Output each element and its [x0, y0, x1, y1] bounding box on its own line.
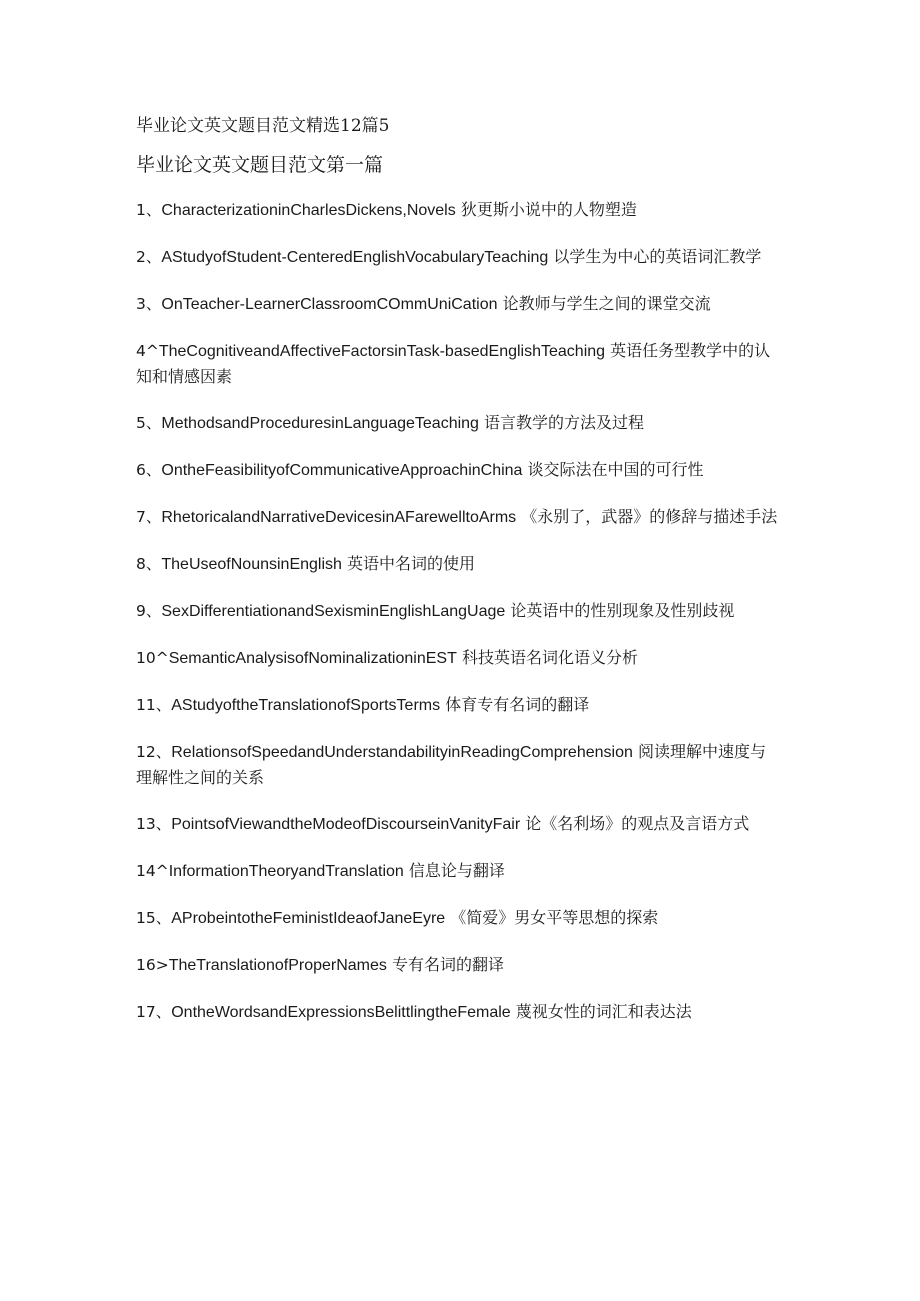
list-item — [136, 692, 778, 718]
entry-english-title: OntheFeasibilityofCommunicativeApproachinChina — [161, 462, 523, 479]
entry-number: 4^ — [136, 342, 159, 360]
list-item — [136, 338, 778, 389]
entry-english-title: PointsofViewandtheModeofDiscourseinVanityFair — [171, 816, 521, 833]
entry-chinese-title: 以学生为中心的英语词汇教学 — [553, 247, 762, 266]
entry-english-title: TheCognitiveandAffectiveFactorsinTask-basedEnglishTeaching — [158, 343, 606, 360]
entry-chinese-title: 谈交际法在中国的可行性 — [527, 460, 704, 479]
entry-chinese-title: 论《名利场》的观点及言语方式 — [525, 814, 750, 833]
entry-number: 8、 — [136, 555, 162, 573]
thesis-title-list — [136, 197, 778, 1025]
entry-number: 9、 — [136, 602, 162, 620]
list-item — [136, 598, 778, 624]
list-item — [136, 244, 778, 270]
entry-number: 1、 — [136, 201, 162, 219]
entry-english-title: SemanticAnalysisofNominalizationinEST — [168, 650, 457, 667]
entry-english-title: InformationTheoryandTranslation — [168, 863, 404, 880]
entry-chinese-title: 英语中名词的使用 — [347, 554, 476, 573]
entry-english-title: RelationsofSpeedandUnderstandabilityinReadingComprehension — [171, 744, 633, 761]
entry-chinese-title: 《简爱》男女平等思想的探索 — [450, 908, 659, 927]
entry-english-title: AStudyoftheTranslationofSportsTerms — [171, 697, 441, 714]
entry-chinese-title: 蔑视女性的词汇和表达法 — [515, 1002, 692, 1021]
section-title: 毕业论文英文题目范文第一篇 — [136, 154, 384, 176]
entry-english-title: OnTeacher-LearnerClassroomCOmmUniCation — [161, 296, 498, 313]
entry-chinese-title: 体育专有名词的翻译 — [445, 695, 590, 714]
entry-number: 12、 — [136, 743, 172, 761]
entry-chinese-title: 专有名词的翻译 — [391, 955, 504, 974]
entry-number: 7、 — [136, 508, 162, 526]
entry-chinese-title: 论英语中的性别现象及性别歧视 — [510, 601, 735, 620]
entry-english-title: CharacterizationinCharlesDickens,Novels — [161, 202, 456, 219]
list-item — [136, 645, 778, 671]
entry-chinese-title: 信息论与翻译 — [408, 861, 505, 880]
entry-chinese-title: 科技英语名词化语义分析 — [461, 648, 638, 667]
entry-english-title: RhetoricalandNarrativeDevicesinAFarewelltoArms — [161, 509, 517, 526]
entry-number: 13、 — [136, 815, 172, 833]
list-item — [136, 999, 778, 1025]
entry-chinese-title: 论教师与学生之间的课堂交流 — [502, 294, 711, 313]
entry-english-title: MethodsandProceduresinLanguageTeaching — [161, 415, 479, 432]
entry-english-title: TheTranslationofProperNames — [168, 957, 387, 974]
entry-number: 6、 — [136, 461, 162, 479]
entry-number: 10^ — [136, 649, 169, 667]
entry-number: 3、 — [136, 295, 162, 313]
entry-number: 15、 — [136, 909, 172, 927]
list-item — [136, 504, 778, 530]
entry-english-title: SexDifferentiationandSexisminEnglishLangUage — [161, 603, 506, 620]
entry-number: 11、 — [136, 696, 172, 714]
list-item — [136, 551, 778, 577]
entry-chinese-title: 语言教学的方法及过程 — [484, 413, 645, 432]
list-item — [136, 739, 778, 790]
entry-chinese-title: 阅读理解中速度与理解性之间的关系 — [136, 742, 766, 787]
list-item — [136, 291, 778, 317]
entry-chinese-title: 英语任务型教学中的认知和情感因素 — [136, 341, 771, 386]
entry-english-title: AProbeintotheFeministIdeaofJaneEyre — [171, 910, 446, 927]
list-item — [136, 197, 778, 223]
document-page — [136, 112, 778, 1046]
list-item — [136, 811, 778, 837]
entry-number: 16> — [136, 956, 169, 974]
list-item — [136, 410, 778, 436]
list-item — [136, 952, 778, 978]
entry-chinese-title: 《永别了，武器》的修辞与描述手法 — [521, 507, 778, 526]
list-item — [136, 457, 778, 483]
entry-number: 14^ — [136, 862, 169, 880]
list-item — [136, 858, 778, 884]
entry-number: 2、 — [136, 248, 162, 266]
entry-number: 17、 — [136, 1003, 172, 1021]
entry-english-title: OntheWordsandExpressionsBelittlingtheFemale — [171, 1004, 511, 1021]
entry-english-title: AStudyofStudent-CenteredEnglishVocabularyTeaching — [161, 249, 549, 266]
list-item — [136, 905, 778, 931]
entry-chinese-title: 狄更斯小说中的人物塑造 — [460, 200, 637, 219]
entry-number: 5、 — [136, 414, 162, 432]
document-title: 毕业论文英文题目范文精选12篇5 — [136, 116, 390, 136]
entry-english-title: TheUseofNounsinEnglish — [161, 556, 342, 573]
